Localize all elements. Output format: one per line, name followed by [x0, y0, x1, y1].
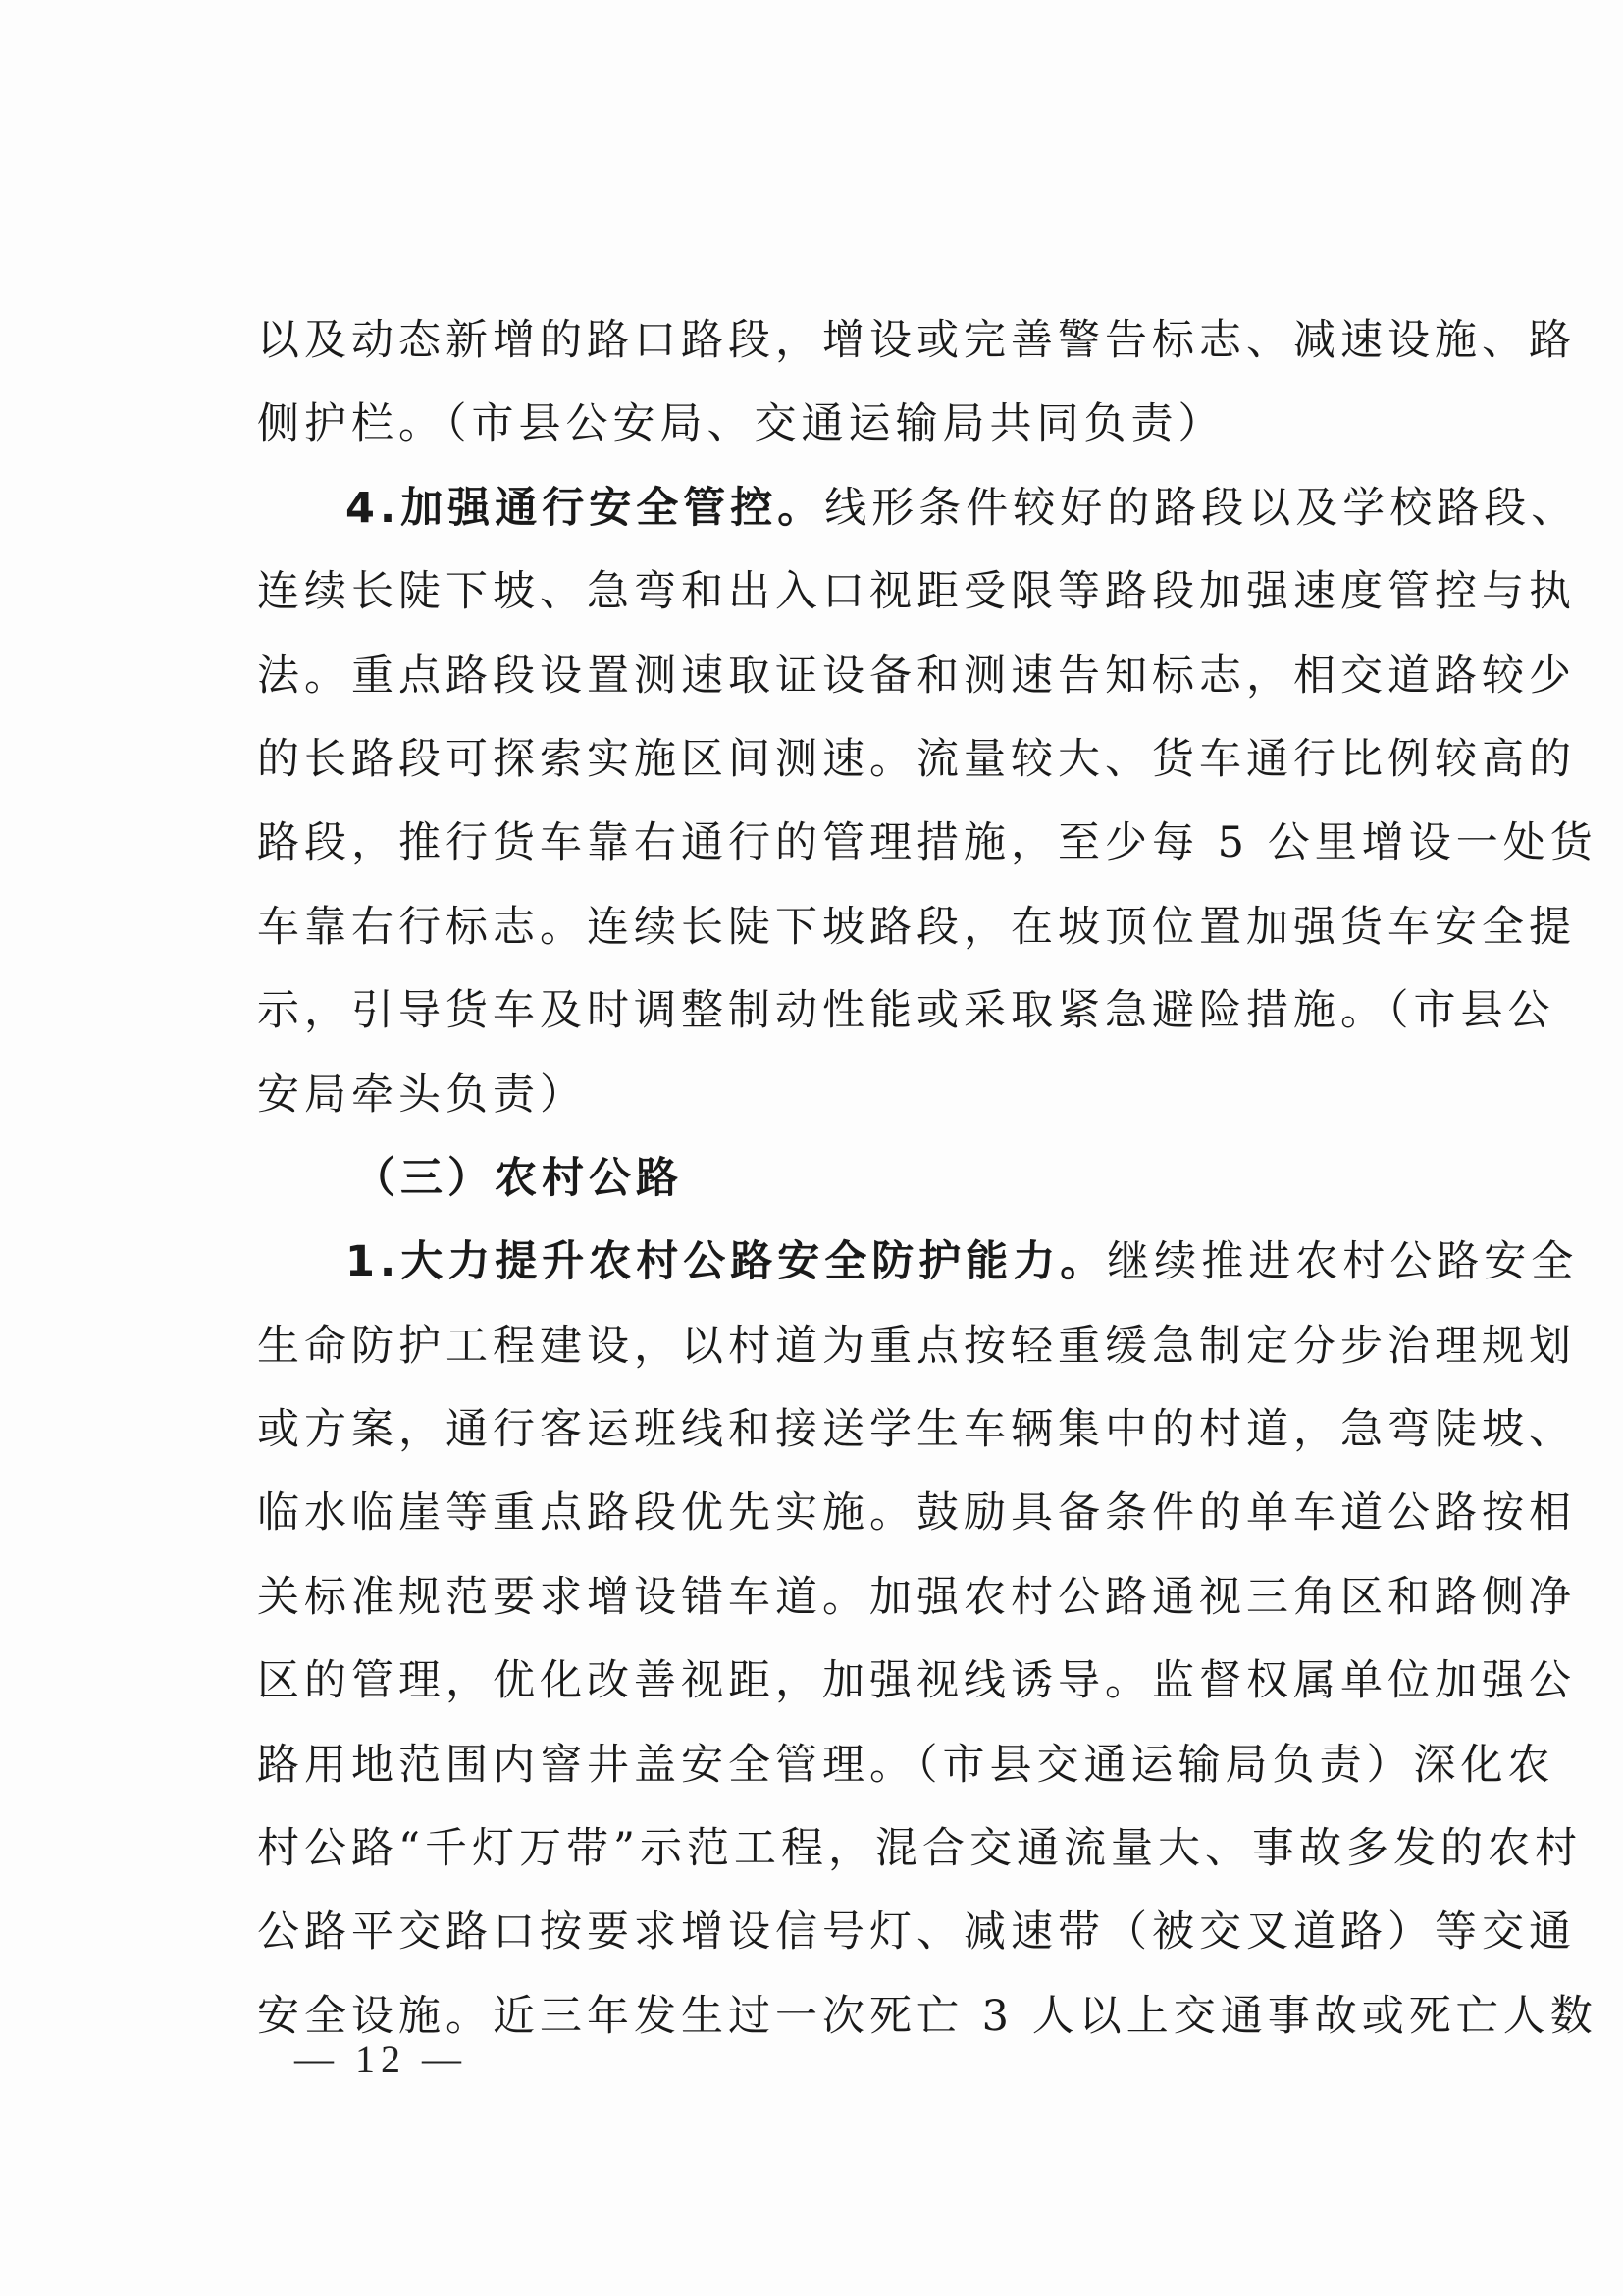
text-line: 生命防护工程建设，以村道为重点按轻重缓急制定分步治理规划 [257, 1321, 1576, 1371]
text-line: 连续长陡下坡、急弯和出入口视距受限等路段加强速度管控与执 [257, 567, 1576, 617]
text-line: 公路平交路口按要求增设信号灯、减速带（被交叉道路）等交通 [257, 1907, 1576, 1957]
text-line: 的长路段可探索实施区间测速。流量较大、货车通行比例较高的 [257, 734, 1576, 784]
text-line: 以及动态新增的路口路段，增设或完善警告标志、减速设施、路 [257, 316, 1576, 365]
text-line: 法。重点路段设置测速取证设备和测速告知标志，相交道路较少 [257, 651, 1576, 701]
item-4-heading: 4.加强通行安全管控。 [345, 483, 825, 533]
section-heading: （三）农村公路 [353, 1153, 683, 1203]
page-number: — 12 — [294, 2037, 467, 2081]
text-line: 侧护栏。（市县公安局、交通运输局共同负责） [257, 399, 1226, 449]
item-1-heading: 1.大力提升农村公路安全防护能力。 [345, 1237, 1108, 1287]
text-line: 线形条件较好的路段以及学校路段、 [824, 483, 1579, 533]
text-line: 村公路“千灯万带”示范工程，混合交通流量大、事故多发的农村 [257, 1824, 1582, 1874]
text-line: 安全设施。近三年发生过一次死亡 3 人以上交通事故或死亡人数 [257, 1991, 1597, 2041]
paragraph-item-4 [257, 467, 1579, 550]
text-line: 示，引导货车及时调整制动性能或采取紧急避险措施。（市县公 [257, 986, 1555, 1036]
text-line: 临水临崖等重点路段优先实施。鼓励具备条件的单车道公路按相 [257, 1488, 1576, 1539]
text-line: 路段，推行货车靠右通行的管理措施，至少每 5 公里增设一处货 [257, 818, 1597, 868]
text-line: 安局牵头负责） [257, 1070, 587, 1120]
text-line: 区的管理，优化改善视距，加强视线诱导。监督权属单位加强公 [257, 1656, 1576, 1706]
text-line: 或方案，通行客运班线和接送学生车辆集中的村道，急弯陡坡、 [257, 1405, 1576, 1455]
body-text [257, 299, 1597, 2059]
text-line: 关标准规范要求增设错车道。加强农村公路通视三角区和路侧净 [257, 1572, 1576, 1622]
text-line: 路用地范围内窨井盖安全管理。（市县交通运输局负责）深化农 [257, 1740, 1555, 1790]
text-line: 继续推进农村公路安全 [1107, 1237, 1579, 1287]
paragraph-item-1 [257, 1221, 1579, 1304]
text-line: 车靠右行标志。连续长陡下坡路段，在坡顶位置加强货车安全提 [257, 902, 1576, 952]
